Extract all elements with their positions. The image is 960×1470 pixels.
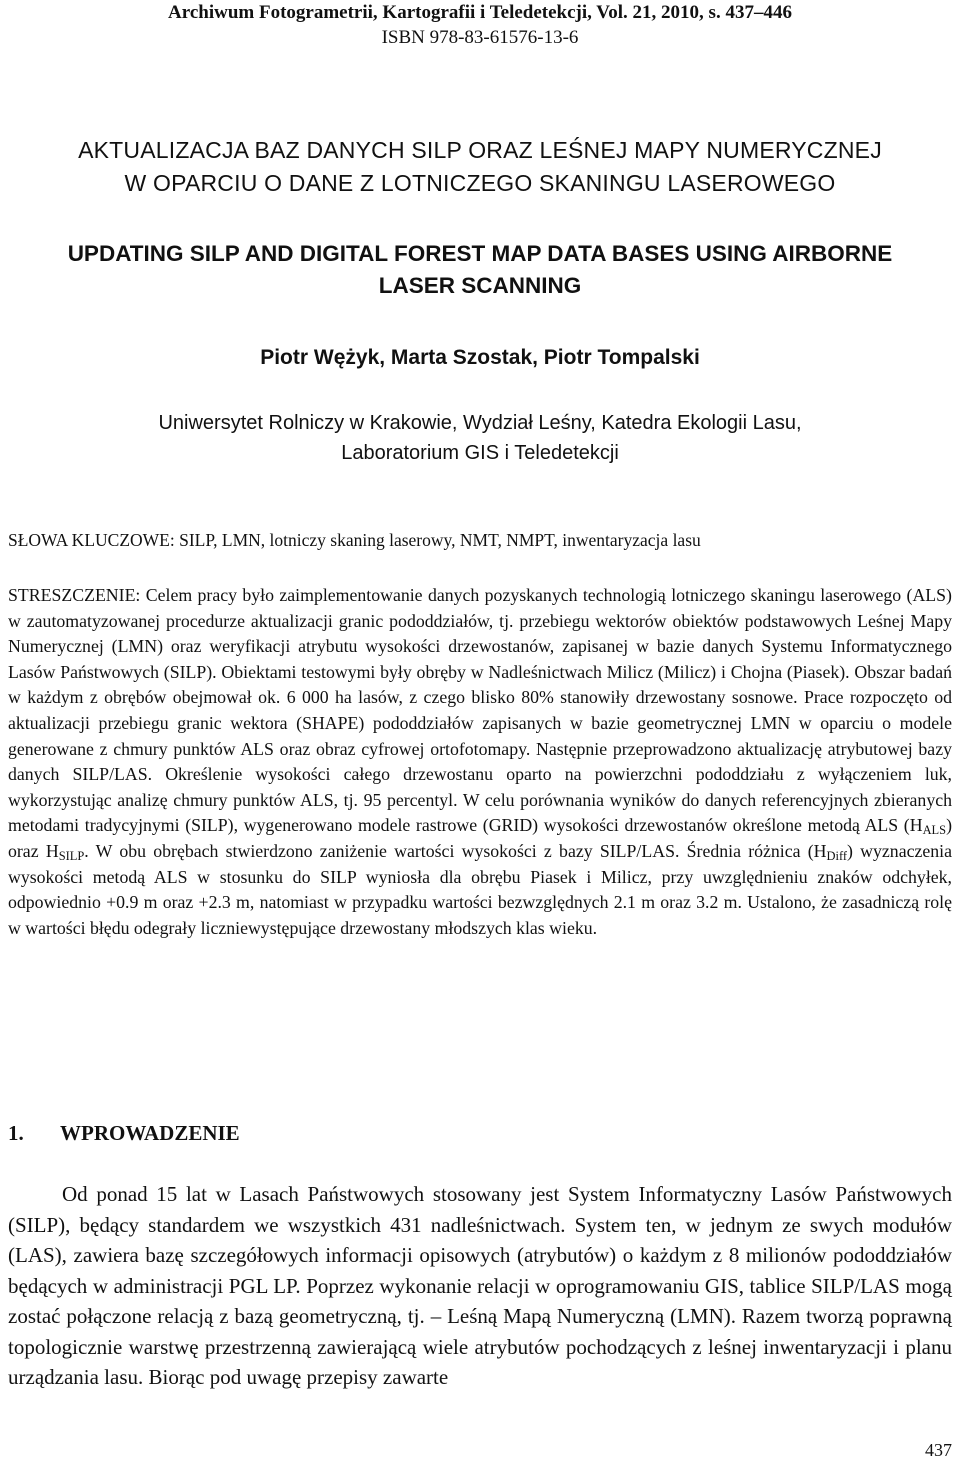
title-polish-line-2: W OPARCIU O DANE Z LOTNICZEGO SKANINGU LASEROWEGO — [124, 170, 836, 196]
abstract-part-4: ) wyznaczenia wysokości metodą ALS w stosunku do SILP wyniosła dla obrębu Piasek i Milicz, przy uwzględnieniu znaków odchyłek, odpowiednio +0.9 m oraz +2.3 m, natomiast w przypadku wartości bezwzględnych 2.1 m oraz 3.2 m. Ustalono, że zasadniczą rolę w wartości błędu odegrały liczniewystępujące drzewostany młodszych klas wieku. — [8, 840, 952, 938]
section-heading — [8, 1121, 240, 1146]
section-title: WPROWADZENIE — [60, 1121, 240, 1145]
subscript-diff: Diff — [826, 849, 848, 864]
isbn: ISBN 978-83-61576-13-6 — [381, 27, 579, 48]
authors: Piotr Wężyk, Marta Szostak, Piotr Tompalski — [260, 346, 700, 369]
abstract-part-3: . W obu obrębach stwierdzono zaniżenie wartości wysokości z bazy SILP/LAS. Średnia różnica (H — [84, 840, 827, 861]
title-english-line-2: LASER SCANNING — [378, 273, 582, 298]
title-english — [0, 238, 960, 302]
abstract — [8, 583, 952, 941]
subscript-silp: SILP — [58, 849, 85, 864]
introduction-paragraph: Od ponad 15 lat w Lasach Państwowych stosowany jest System Informatyczny Lasów Państwowych (SILP), będący standardem we wszystkich 431 nadleśnictwach. System ten, w jednym ze swych modułów (LAS), zawiera bazę szczegółowych informacji opisowych (atrybutów) o każdym z 8 milionów pododdziałów będących w administracji PGL LP. Poprzez wykonanie relacji w oprogramowaniu GIS, tablice SILP/LAS mogą zostać połączone relacją z bazą geometryczną, tj. – Leśną Mapą Numeryczną (LMN). Razem tworzą poprawną topologicznie warstwę przestrzenną zawierającą wiele atrybutów pochodzących z leśnej inwentaryzacji i planu urządzania lasu. Biorąc pod uwagę przepisy zawarte — [8, 1182, 952, 1389]
affiliation — [0, 408, 960, 468]
page-number: 437 — [925, 1440, 952, 1460]
abstract-label: STRESZCZENIE: — [8, 585, 141, 605]
affiliation-line-1: Uniwersytet Rolniczy w Krakowie, Wydział Leśny, Katedra Ekologii Lasu, — [158, 412, 802, 434]
section-number: 1. — [8, 1121, 24, 1145]
title-english-line-1: UPDATING SILP AND DIGITAL FOREST MAP DATA BASES USING AIRBORNE — [67, 241, 893, 266]
introduction — [8, 1179, 952, 1393]
title-polish — [0, 134, 960, 200]
keywords: SŁOWA KLUCZOWE: SILP, LMN, lotniczy skaning laserowy, NMT, NMPT, inwentaryzacja lasu — [8, 530, 701, 550]
abstract-text — [8, 583, 952, 941]
affiliation-line-2: Laboratorium GIS i Teledetekcji — [341, 442, 619, 464]
subscript-als: ALS — [922, 823, 947, 838]
journal-header: Archiwum Fotogrametrii, Kartografii i Teledetekcji, Vol. 21, 2010, s. 437–446 — [168, 2, 792, 23]
abstract-part-2: ) oraz H — [8, 815, 952, 861]
abstract-part-1: Celem pracy było zaimplementowanie danych pozyskanych technologią lotniczego skaningu laserowego (ALS) w zautomatyzowanej procedurze aktualizacji granic pododdziałów, tj. przebiegu wektorów obiektów podstawowych Leśnej Mapy Numerycznej (LMN) oraz weryfikacji atrybutu wysokości drzewostanów, zapisanej w bazie danych Systemu Informatycznego Lasów Państwowych (SILP). Obiektami testowymi były obręby w Nadleśnictwach Milicz (Milicz) i Chojna (Piasek). Obszar badań w każdym z obrębów obejmował ok. 6 000 ha lasów, z czego blisko 80% stanowiły drzewostany sosnowe. Prace rozpoczęto od aktualizacji przebiegu granic wektora (SHAPE) pododdziałów zapisanych w bazie geometrycznej LMN w oparciu o modele generowane z chmury punktów ALS oraz obraz cyfrowej ortofotomapy. Następnie przeprowadzono aktualizację atrybutowej bazy danych SILP/LAS. Określenie wysokości całego drzewostanu oparto na powierzchni pododdziału z wyłączeniem luk, wykorzystując analizę chmury punktów ALS, tj. 95 percentyl. W celu porównania wyników do danych referencyjnych zbieranych metodami tradycyjnymi (SILP), wygenerowano modele rastrowe (GRID) wysokości drzewostanów określone metodą ALS (H — [8, 585, 952, 836]
title-polish-line-1: AKTUALIZACJA BAZ DANYCH SILP ORAZ LEŚNEJ MAPY NUMERYCZNEJ — [78, 137, 882, 163]
